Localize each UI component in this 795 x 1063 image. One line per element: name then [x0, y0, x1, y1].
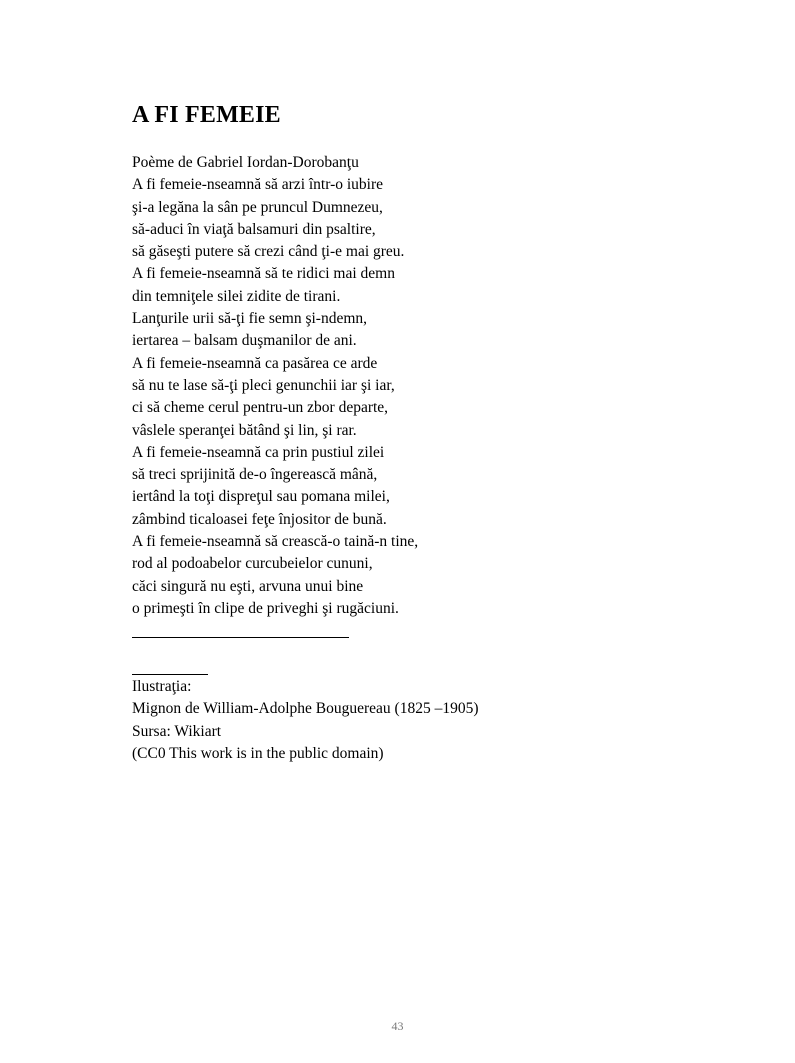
- poem-line: să găseşti putere să crezi când ţi-e mai greu.: [132, 243, 405, 261]
- poem-line: iertarea – balsam duşmanilor de ani.: [132, 332, 357, 350]
- poem-line: A fi femeie-nseamnă ca pasărea ce arde: [132, 354, 378, 372]
- poem-line: A fi femeie-nseamnă să arzi într-o iubire: [132, 176, 384, 194]
- credit-line: Mignon de William-Adolphe Bouguereau (1825 –1905): [132, 700, 479, 718]
- poem-line: Lanţurile urii să-ţi fie semn şi-ndemn,: [132, 310, 368, 328]
- poem-byline: Poème de Gabriel Iordan-Dorobanţu: [132, 154, 359, 171]
- poem-line: rod al podoabelor curcubeielor cununi,: [132, 555, 373, 573]
- poem-line: din temniţele silei zidite de tirani.: [132, 287, 341, 305]
- poem-line: A fi femeie-nseamnă ca prin pustiul zilei: [132, 443, 385, 461]
- page-title: A FI FEMEIE: [132, 102, 281, 128]
- poem-line: ci să cheme cerul pentru-un zbor departe,: [132, 399, 389, 417]
- credit-line: (CC0 This work is in the public domain): [132, 744, 384, 762]
- credit-line: Ilustraţia:: [132, 678, 192, 695]
- poem-line: să nu te lase să-ţi pleci genunchii iar şi iar,: [132, 376, 395, 394]
- poem-line: să-aduci în viaţă balsamuri din psaltire,: [132, 220, 376, 238]
- poem-line: o primeşti în clipe de priveghi şi rugăciuni.: [132, 599, 399, 617]
- poem-line: căci singură nu eşti, arvuna unui bine: [132, 577, 364, 595]
- poem-line: şi-a legăna la sân pe pruncul Dumnezeu,: [132, 198, 383, 216]
- credit-line: Sursa: Wikiart: [132, 722, 222, 740]
- poem: [132, 152, 418, 620]
- poem-line: A fi femeie-nseamnă să te ridici mai demn: [132, 265, 395, 283]
- section-divider: [132, 637, 349, 638]
- poem-line: vâslele speranţei bătând şi lin, şi rar.: [132, 421, 357, 439]
- poem-line: iertând la toţi dispreţul sau pomana milei,: [132, 488, 390, 506]
- poem-line: să treci sprijinită de-o îngerească mână,: [132, 466, 378, 484]
- poem-line: zâmbind ticaloasei feţe înjositor de bună.: [132, 510, 387, 528]
- illustration-credits: [132, 676, 479, 765]
- poem-line: A fi femeie-nseamnă să crească-o taină-n tine,: [132, 533, 419, 551]
- footnote-divider: [132, 674, 208, 675]
- page-number: 43: [391, 1019, 404, 1033]
